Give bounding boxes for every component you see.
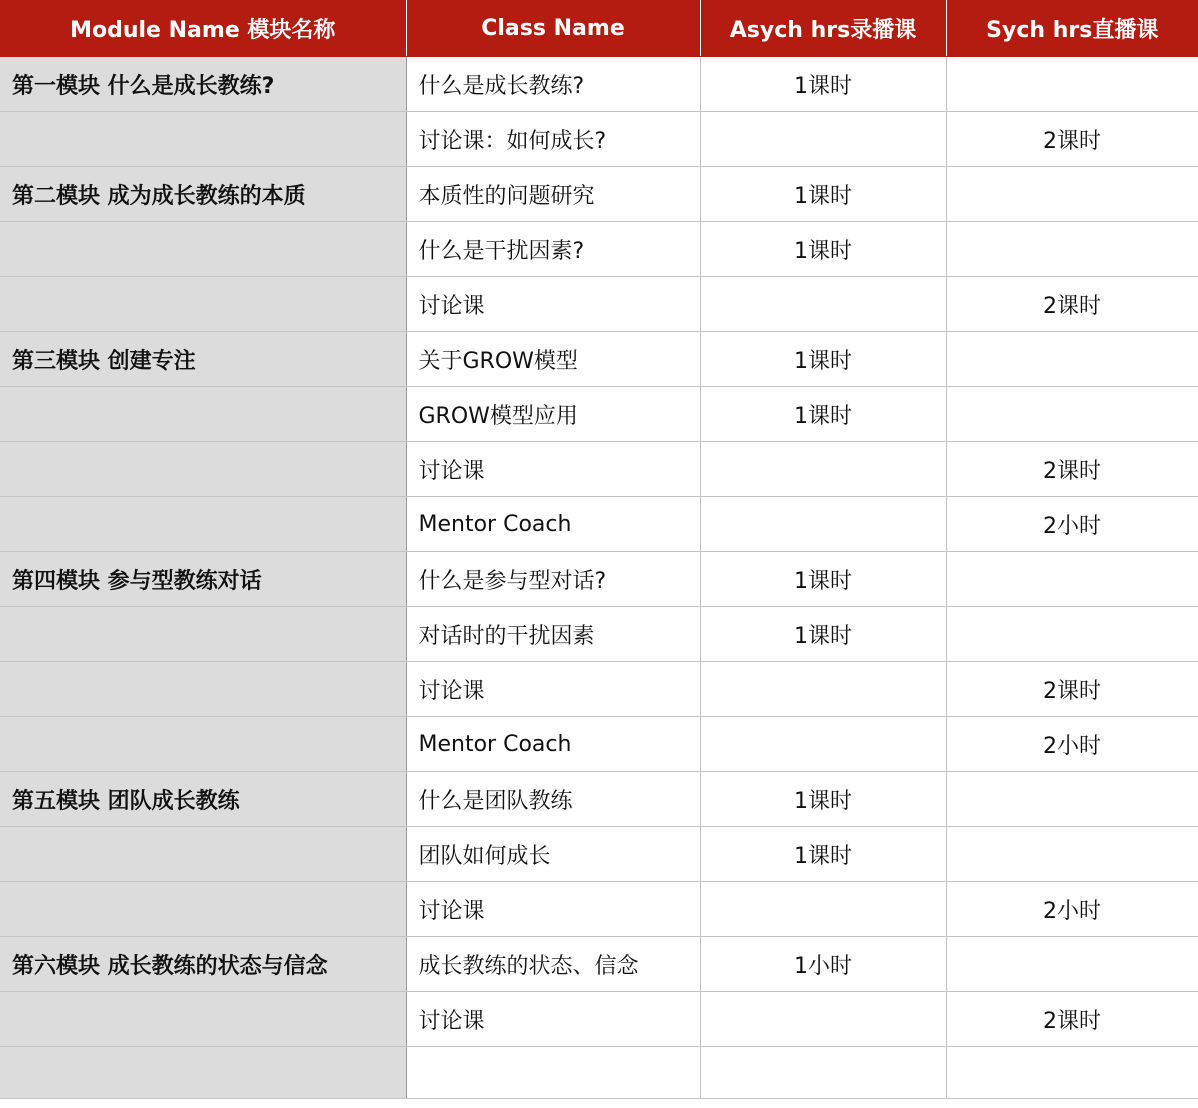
table-row [0,1047,1198,1099]
table-row [0,167,1198,222]
header-asych-hrs: Asych hrs录播课 [700,0,946,57]
module-name-cell: 第一模块 什么是成长教练? [0,57,406,112]
module-name-cell [0,222,406,277]
class-name-cell: GROW模型应用 [406,387,700,442]
table-row [0,772,1198,827]
table-row [0,387,1198,442]
sych-hrs-cell [946,167,1198,222]
sych-hrs-cell [946,1047,1198,1099]
sych-hrs-cell [946,827,1198,882]
module-name-cell: 第三模块 创建专注 [0,332,406,387]
asych-hrs-cell: 1课时 [700,167,946,222]
sych-hrs-cell: 2小时 [946,882,1198,937]
asych-hrs-cell: 1课时 [700,57,946,112]
module-name-cell [0,277,406,332]
module-name-cell: 第五模块 团队成长教练 [0,772,406,827]
table-body [0,57,1198,1099]
table-row [0,57,1198,112]
table-row [0,882,1198,937]
module-name-cell [0,442,406,497]
class-name-cell [406,1047,700,1099]
asych-hrs-cell: 1课时 [700,332,946,387]
sych-hrs-cell [946,222,1198,277]
asych-hrs-cell [700,277,946,332]
table-row [0,607,1198,662]
asych-hrs-cell [700,497,946,552]
asych-hrs-cell [700,662,946,717]
table-row [0,497,1198,552]
asych-hrs-cell [700,442,946,497]
asych-hrs-cell [700,882,946,937]
asych-hrs-cell [700,1047,946,1099]
class-name-cell: 什么是干扰因素? [406,222,700,277]
module-name-cell [0,1047,406,1099]
module-name-cell: 第六模块 成长教练的状态与信念 [0,937,406,992]
sych-hrs-cell [946,937,1198,992]
class-name-cell: 关于GROW模型 [406,332,700,387]
class-name-cell: 讨论课 [406,882,700,937]
table-row [0,937,1198,992]
module-name-cell [0,662,406,717]
class-name-cell: 讨论课 [406,992,700,1047]
class-name-cell: 团队如何成长 [406,827,700,882]
sych-hrs-cell: 2课时 [946,442,1198,497]
sych-hrs-cell [946,57,1198,112]
sych-hrs-cell [946,332,1198,387]
class-name-cell: 本质性的问题研究 [406,167,700,222]
table-row [0,827,1198,882]
module-name-cell: 第二模块 成为成长教练的本质 [0,167,406,222]
module-name-cell [0,827,406,882]
sych-hrs-cell [946,607,1198,662]
class-name-cell: 讨论课：如何成长? [406,112,700,167]
module-name-cell [0,992,406,1047]
sych-hrs-cell: 2课时 [946,992,1198,1047]
asych-hrs-cell: 1课时 [700,552,946,607]
module-name-cell [0,112,406,167]
asych-hrs-cell: 1课时 [700,387,946,442]
sych-hrs-cell: 2课时 [946,662,1198,717]
class-name-cell: 什么是团队教练 [406,772,700,827]
header-module-name: Module Name 模块名称 [0,0,406,57]
class-name-cell: 什么是参与型对话? [406,552,700,607]
module-name-cell [0,607,406,662]
asych-hrs-cell [700,717,946,772]
asych-hrs-cell [700,112,946,167]
asych-hrs-cell: 1课时 [700,827,946,882]
table-row [0,277,1198,332]
module-name-cell [0,717,406,772]
module-name-cell: 第四模块 参与型教练对话 [0,552,406,607]
class-name-cell: 对话时的干扰因素 [406,607,700,662]
class-name-cell: 讨论课 [406,442,700,497]
table-row [0,442,1198,497]
class-name-cell: Mentor Coach [406,717,700,772]
class-name-cell: 什么是成长教练? [406,57,700,112]
table-row [0,112,1198,167]
sych-hrs-cell: 2课时 [946,277,1198,332]
sych-hrs-cell: 2课时 [946,112,1198,167]
class-name-cell: 成长教练的状态、信念 [406,937,700,992]
module-name-cell [0,882,406,937]
header-sych-hrs: Sych hrs直播课 [946,0,1198,57]
header-row [0,0,1198,57]
sych-hrs-cell: 2小时 [946,497,1198,552]
asych-hrs-cell [700,992,946,1047]
table-row [0,717,1198,772]
sych-hrs-cell [946,552,1198,607]
table-row [0,222,1198,277]
asych-hrs-cell: 1课时 [700,222,946,277]
table-row [0,552,1198,607]
sych-hrs-cell [946,772,1198,827]
header-class-name: Class Name [406,0,700,57]
table-row [0,332,1198,387]
module-name-cell [0,497,406,552]
table-row [0,662,1198,717]
class-name-cell: Mentor Coach [406,497,700,552]
module-name-cell [0,387,406,442]
class-name-cell: 讨论课 [406,277,700,332]
table-row [0,992,1198,1047]
asych-hrs-cell: 1课时 [700,772,946,827]
asych-hrs-cell: 1小时 [700,937,946,992]
class-name-cell: 讨论课 [406,662,700,717]
asych-hrs-cell: 1课时 [700,607,946,662]
sych-hrs-cell: 2小时 [946,717,1198,772]
sych-hrs-cell [946,387,1198,442]
